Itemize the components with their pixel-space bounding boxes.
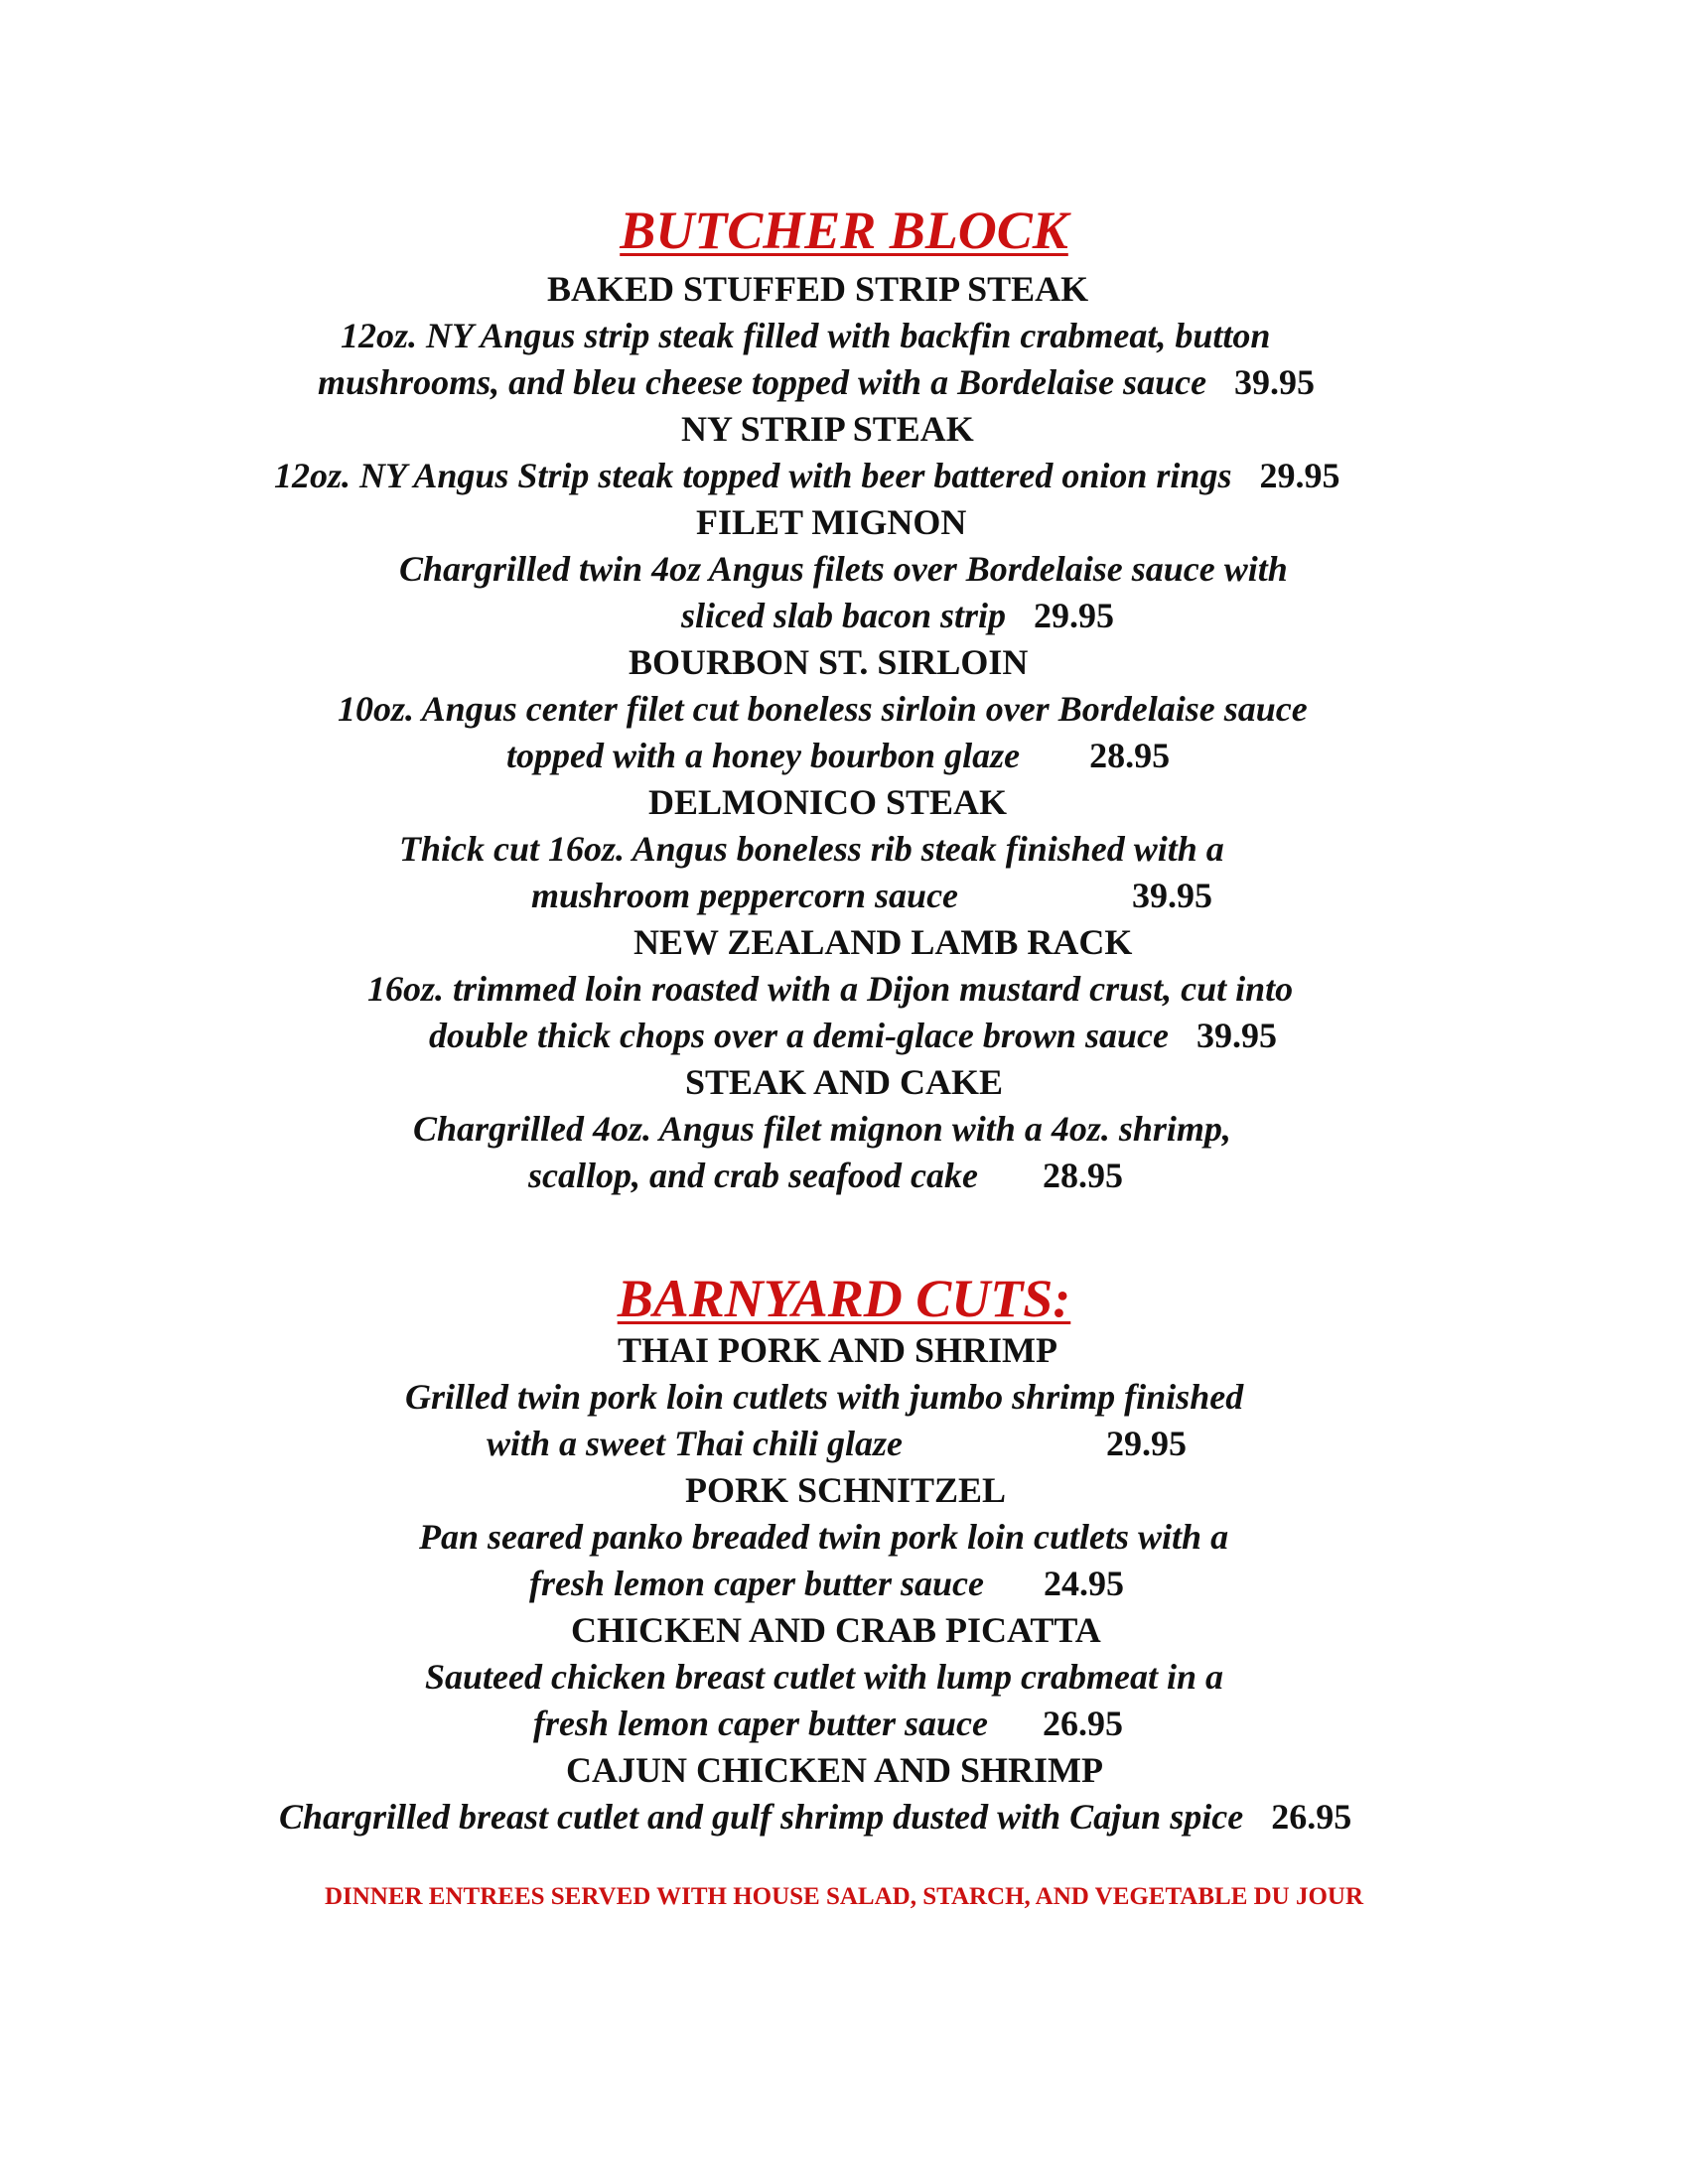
- item-name-new-zealand-lamb-rack: NEW ZEALAND LAMB RACK: [633, 922, 1133, 962]
- item-price: 29.95: [1106, 1424, 1188, 1463]
- item-desc: [506, 738, 1170, 773]
- item-desc: [531, 878, 1212, 913]
- item-price: 28.95: [1042, 1156, 1123, 1195]
- item-name-pork-schnitzel: PORK SCHNITZEL: [685, 1470, 1007, 1510]
- item-price: 39.95: [1132, 876, 1213, 915]
- item-desc-text: fresh lemon caper butter sauce: [529, 1564, 984, 1603]
- item-price: 29.95: [1034, 596, 1115, 635]
- item-desc-text: sliced slab bacon strip: [681, 596, 1007, 635]
- item-price: 28.95: [1089, 736, 1171, 775]
- item-name-chicken-and-crab-picatta: CHICKEN AND CRAB PICATTA: [571, 1610, 1101, 1650]
- item-desc: 12oz. NY Angus strip steak filled with backfin crabmeat, button: [341, 316, 1271, 355]
- item-price: 39.95: [1196, 1016, 1277, 1055]
- item-desc: 10oz. Angus center filet cut boneless sirloin over Bordelaise sauce: [338, 689, 1308, 729]
- item-name-baked-stuffed-strip-steak: BAKED STUFFED STRIP STEAK: [547, 269, 1089, 309]
- item-desc: Sauteed chicken breast cutlet with lump crabmeat in a: [425, 1657, 1224, 1697]
- item-desc-text: scallop, and crab seafood cake: [528, 1156, 978, 1195]
- item-desc-text: topped with a honey bourbon glaze: [506, 736, 1021, 775]
- item-desc-text: mushroom peppercorn sauce: [531, 876, 959, 915]
- section-title-barnyard-cuts: BARNYARD CUTS:: [617, 1269, 1071, 1328]
- item-desc: [528, 1158, 1123, 1193]
- item-price: 29.95: [1259, 456, 1340, 495]
- item-name-bourbon-st-sirloin: BOURBON ST. SIRLOIN: [629, 642, 1029, 682]
- item-name-steak-and-cake: STEAK AND CAKE: [685, 1062, 1004, 1102]
- item-price: 24.95: [1043, 1564, 1124, 1603]
- item-desc: Chargrilled twin 4oz Angus filets over Bordelaise sauce with: [399, 549, 1288, 589]
- item-desc-text: 12oz. NY Angus Strip steak topped with beer battered onion rings: [274, 456, 1232, 495]
- item-desc: Grilled twin pork loin cutlets with jumbo shrimp finished: [405, 1377, 1244, 1417]
- item-desc: [279, 1799, 1351, 1835]
- item-name-filet-mignon: FILET MIGNON: [696, 502, 967, 542]
- item-desc-text: double thick chops over a demi-glace brown sauce: [429, 1016, 1169, 1055]
- item-desc: [318, 364, 1315, 400]
- item-desc: [681, 598, 1114, 633]
- item-desc: [429, 1018, 1277, 1053]
- item-price: 26.95: [1042, 1704, 1123, 1743]
- item-name-cajun-chicken-and-shrimp: CAJUN CHICKEN AND SHRIMP: [566, 1750, 1104, 1790]
- footer-note: DINNER ENTREES SERVED WITH HOUSE SALAD, STARCH, AND VEGETABLE DU JOUR: [324, 1883, 1364, 1910]
- item-desc: Thick cut 16oz. Angus boneless rib steak finished with a: [399, 829, 1224, 869]
- item-desc: [529, 1566, 1124, 1601]
- item-name-thai-pork-and-shrimp: THAI PORK AND SHRIMP: [618, 1330, 1058, 1370]
- item-price: 26.95: [1271, 1797, 1352, 1837]
- item-desc: [487, 1426, 1187, 1461]
- item-name-delmonico-steak: DELMONICO STEAK: [648, 782, 1008, 822]
- item-desc-text: fresh lemon caper butter sauce: [533, 1704, 988, 1743]
- item-desc-text: Chargrilled breast cutlet and gulf shrimp dusted with Cajun spice: [279, 1797, 1244, 1837]
- item-desc-text: with a sweet Thai chili glaze: [487, 1424, 904, 1463]
- item-desc-text: mushrooms, and bleu cheese topped with a Bordelaise sauce: [318, 362, 1207, 402]
- item-desc: Chargrilled 4oz. Angus filet mignon with a 4oz. shrimp,: [413, 1109, 1231, 1149]
- item-desc: [533, 1706, 1123, 1741]
- item-name-ny-strip-steak: NY STRIP STEAK: [681, 409, 974, 449]
- item-desc: [274, 458, 1339, 493]
- item-desc: 16oz. trimmed loin roasted with a Dijon mustard crust, cut into: [367, 969, 1294, 1009]
- item-desc: Pan seared panko breaded twin pork loin cutlets with a: [419, 1517, 1229, 1557]
- section-title-butcher-block: BUTCHER BLOCK: [620, 201, 1068, 260]
- item-price: 39.95: [1234, 362, 1316, 402]
